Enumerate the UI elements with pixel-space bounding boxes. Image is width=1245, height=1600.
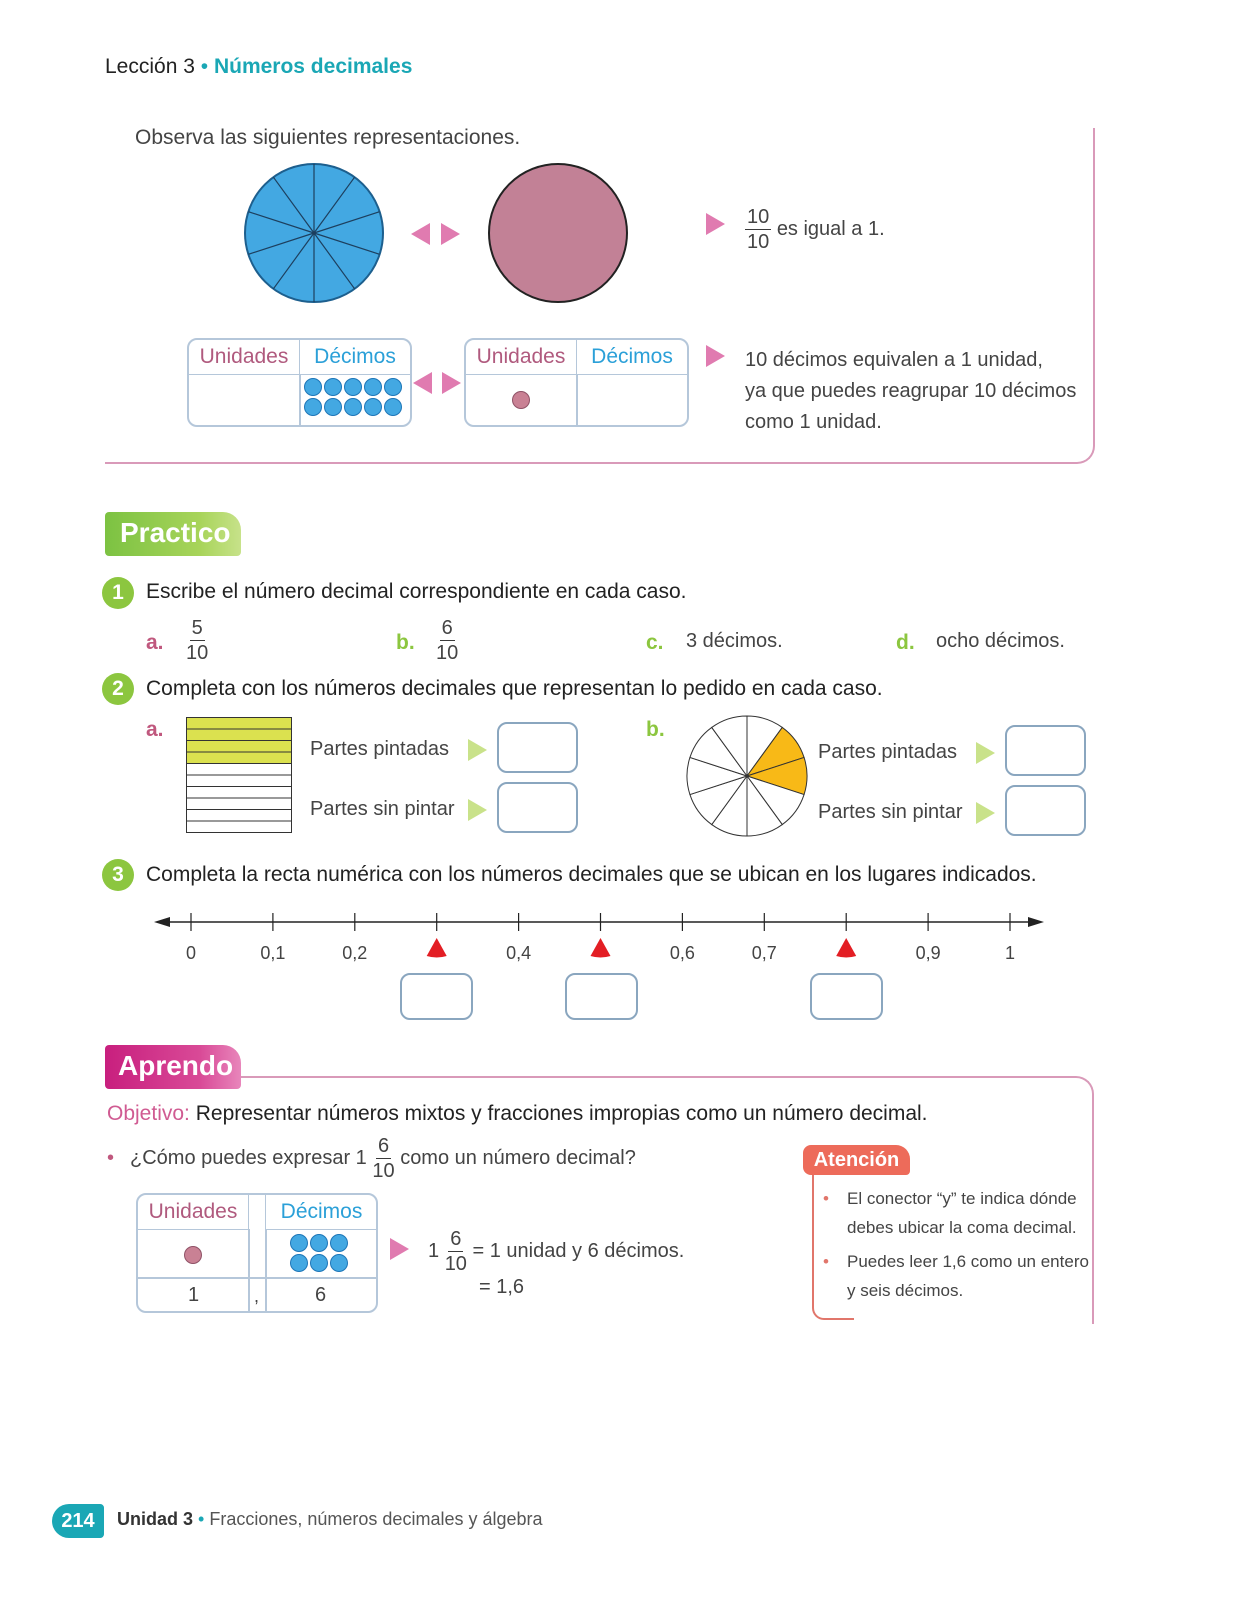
aprendo-banner	[105, 1045, 241, 1089]
place-value-table-mixed	[136, 1193, 378, 1313]
tenth-dot	[330, 1234, 348, 1252]
frac-numerator: 10	[747, 206, 770, 228]
frac-denominator: 10	[436, 642, 459, 664]
question-number: 2	[102, 673, 134, 705]
painted-label: Partes pintadas	[310, 738, 449, 760]
item-letter: a.	[146, 718, 164, 741]
strip-part	[187, 798, 292, 810]
question-pre: ¿Cómo puedes expresar 1	[130, 1146, 367, 1169]
item-letter: c.	[646, 631, 664, 654]
atencion-bullet: •	[823, 1252, 829, 1271]
strip-part	[187, 787, 292, 799]
tick-label: 0,9	[915, 943, 941, 963]
header-decimos: Décimos	[280, 1200, 363, 1223]
header-decimos: Décimos	[314, 345, 396, 368]
frac-numerator: 5	[191, 617, 203, 639]
fraction-ten-tenths	[745, 207, 771, 252]
header-unidades: Unidades	[199, 345, 289, 368]
fraction-five-tenths	[186, 618, 208, 663]
tenth-dot	[324, 398, 342, 416]
unpainted-label: Partes sin pintar	[310, 798, 455, 820]
number-line	[150, 905, 1050, 975]
fraction-six-tenths	[436, 618, 458, 663]
tenth-dot	[364, 398, 382, 416]
red-marker-icon	[836, 938, 856, 958]
answer-box-unpainted[interactable]	[1005, 785, 1086, 836]
frac-denominator: 10	[747, 231, 770, 253]
lesson-bullet: •	[200, 55, 209, 78]
note-line: ya que puedes reagrupar 10 décimos	[745, 380, 1077, 402]
item-text: ocho décimos.	[936, 630, 1065, 652]
unpainted-label: Partes sin pintar	[818, 801, 963, 823]
tenth-dot	[384, 398, 402, 416]
mixed-equation	[428, 1229, 684, 1274]
footer-bullet: •	[198, 1509, 205, 1529]
note-arrow-icon	[706, 213, 725, 235]
header-decimos: Décimos	[591, 345, 673, 368]
eq-text: = 1 unidad y 6 décimos.	[472, 1239, 685, 1262]
ten-dots	[303, 377, 409, 417]
tick-label: 0,7	[751, 943, 777, 963]
atencion-badge	[803, 1145, 910, 1175]
atencion-line: El conector “y” te indica dónde	[847, 1189, 1077, 1208]
strip-part	[187, 821, 292, 833]
green-arrow-icon	[976, 742, 995, 764]
tenth-dot	[304, 378, 322, 396]
pink-circle-whole	[487, 162, 629, 304]
answer-box-painted[interactable]	[497, 722, 578, 773]
tick-label: 0,1	[260, 943, 286, 963]
observe-text: Observa las siguientes representaciones.	[135, 126, 521, 149]
arrow-left-icon	[154, 917, 170, 927]
frac-note-text: es igual a 1.	[776, 217, 885, 240]
objective-text: Representar números mixtos y fracciones impropias como un número decimal.	[195, 1102, 928, 1125]
green-arrow-icon	[468, 739, 487, 761]
tick-label: 0,2	[342, 943, 368, 963]
question-number: 1	[102, 577, 134, 609]
item-letter: d.	[896, 631, 915, 654]
lesson-topic: Números decimales	[213, 55, 413, 78]
place-value-table-tenths	[187, 338, 412, 427]
strip-tenths	[186, 717, 293, 833]
tenth-dot	[290, 1234, 308, 1252]
header-unidades: Unidades	[476, 345, 566, 368]
note-arrow-icon	[390, 1238, 409, 1260]
value-unidades: 1	[188, 1284, 200, 1306]
tenth-dot	[384, 378, 402, 396]
answer-box-painted[interactable]	[1005, 725, 1086, 776]
frac-denominator: 10	[186, 642, 209, 664]
arrow-right-icon	[1028, 917, 1044, 927]
item-letter: b.	[646, 718, 665, 741]
red-marker-icon	[591, 938, 611, 958]
footer-text	[117, 1509, 543, 1530]
tenth-dot	[364, 378, 382, 396]
tenth-dot	[290, 1254, 308, 1272]
frac-numerator: 6	[450, 1228, 462, 1250]
question-fraction	[372, 1136, 394, 1181]
arrow-right-icon	[441, 223, 460, 245]
objective	[107, 1102, 928, 1126]
answer-box-line-2[interactable]	[565, 973, 638, 1020]
bullet: •	[107, 1146, 115, 1169]
tick-label: 0,6	[669, 943, 695, 963]
place-value-table-unit	[464, 338, 689, 427]
frac-denominator: 10	[372, 1160, 395, 1182]
eq-whole: 1	[428, 1239, 440, 1262]
frac-denominator: 10	[444, 1253, 467, 1275]
strip-part	[187, 729, 292, 741]
tick-label: 0	[185, 943, 197, 963]
page-number-badge	[52, 1504, 104, 1538]
strip-part	[187, 775, 292, 787]
tenth-dot	[344, 398, 362, 416]
red-marker-icon	[427, 938, 447, 958]
eq-fraction	[445, 1229, 467, 1274]
value-decimos: 6	[315, 1284, 327, 1306]
painted-label: Partes pintadas	[818, 741, 957, 763]
q3-text: Completa la recta numérica con los números decimales que se ubican en los lugares indicados.	[146, 863, 1037, 886]
unit-dot	[184, 1246, 202, 1264]
item-letter: b.	[396, 631, 415, 654]
strip-part	[187, 741, 292, 753]
atencion-item	[823, 1247, 1089, 1305]
lesson-header	[105, 55, 412, 79]
frac-numerator: 6	[377, 1135, 390, 1157]
tenth-dot	[304, 398, 322, 416]
footer-title: Fracciones, números decimales y álgebra	[209, 1509, 543, 1529]
pie-tenths	[685, 714, 809, 838]
header-unidades: Unidades	[148, 1200, 238, 1223]
strip-part	[187, 718, 292, 730]
practico-banner	[105, 512, 241, 556]
blue-circle-tenths	[243, 162, 385, 304]
atencion-title: Atención	[813, 1149, 900, 1171]
note-arrow-icon	[706, 345, 725, 367]
tick-label: 0,4	[506, 943, 532, 963]
objective-label: Objetivo:	[107, 1102, 190, 1125]
aprendo-title: Aprendo	[118, 1050, 234, 1081]
footer-unit: Unidad 3	[117, 1509, 194, 1529]
q2-text: Completa con los números decimales que representan lo pedido en cada caso.	[146, 677, 883, 700]
answer-box-unpainted[interactable]	[497, 782, 578, 833]
question-number: 3	[102, 859, 134, 891]
atencion-line: Puedes leer 1,6 como un entero	[847, 1252, 1089, 1271]
tenth-dot	[310, 1234, 328, 1252]
unit-dot	[512, 391, 530, 409]
eq-result: = 1,6	[479, 1276, 525, 1298]
atencion-line: y seis décimos.	[847, 1281, 964, 1300]
decimal-comma: ,	[254, 1286, 260, 1306]
frac-numerator: 6	[441, 617, 453, 639]
six-dots	[289, 1233, 353, 1273]
q1-text: Escribe el número decimal correspondiente en cada caso.	[146, 580, 687, 603]
strip-part	[187, 752, 292, 764]
note-line: 10 décimos equivalen a 1 unidad,	[745, 349, 1043, 371]
frac-note	[745, 207, 885, 252]
question-post: como un número decimal?	[400, 1146, 636, 1169]
regroup-note	[745, 345, 1076, 438]
item-letter: a.	[146, 631, 164, 654]
aprendo-question	[107, 1136, 636, 1181]
lesson-label: Lección 3	[105, 55, 195, 78]
tenth-dot	[344, 378, 362, 396]
tenth-dot	[330, 1254, 348, 1272]
tick-label: 1	[1004, 943, 1016, 963]
green-arrow-icon	[976, 802, 995, 824]
tenth-dot	[324, 378, 342, 396]
page-number: 214	[61, 1510, 95, 1532]
strip-part	[187, 810, 292, 822]
green-arrow-icon	[468, 799, 487, 821]
note-line: como 1 unidad.	[745, 411, 882, 433]
atencion-bullet: •	[823, 1189, 829, 1208]
tenth-dot	[310, 1254, 328, 1272]
answer-box-line-3[interactable]	[810, 973, 883, 1020]
atencion-item	[823, 1184, 1077, 1242]
answer-box-line-1[interactable]	[400, 973, 473, 1020]
item-text: 3 décimos.	[686, 630, 783, 652]
practico-title: Practico	[120, 517, 231, 548]
arrow-left-icon	[413, 372, 432, 394]
atencion-line: debes ubicar la coma decimal.	[847, 1218, 1077, 1237]
arrow-left-icon	[411, 223, 430, 245]
strip-part	[187, 764, 292, 776]
arrow-right-icon	[442, 372, 461, 394]
